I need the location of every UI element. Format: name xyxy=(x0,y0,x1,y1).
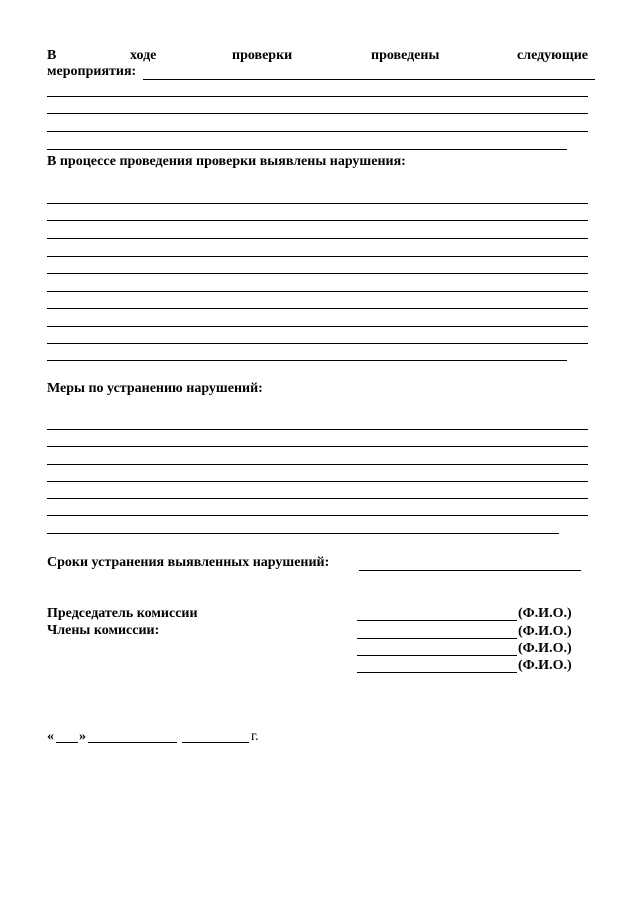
fill-line[interactable] xyxy=(47,220,588,221)
date-day-line[interactable] xyxy=(56,742,78,743)
text-word-5: следующие xyxy=(517,48,588,63)
date-close-quote: » xyxy=(79,729,86,744)
fio-label: (Ф.И.О.) xyxy=(518,624,572,639)
fill-line[interactable] xyxy=(47,291,588,292)
date-year-line[interactable] xyxy=(182,742,249,743)
fill-line[interactable] xyxy=(47,481,588,482)
fill-line[interactable] xyxy=(47,273,588,274)
fill-line[interactable] xyxy=(47,96,588,97)
signature-line[interactable] xyxy=(357,620,517,621)
fill-line[interactable] xyxy=(47,308,588,309)
fill-line[interactable] xyxy=(47,533,559,534)
chair-label: Председатель комиссии xyxy=(47,606,198,621)
text-word-1: В xyxy=(47,48,57,63)
fill-line[interactable] xyxy=(47,149,567,150)
signature-line[interactable] xyxy=(357,672,517,673)
fill-line[interactable] xyxy=(47,326,588,327)
text-word-2: ходе xyxy=(130,48,157,63)
violations-heading: В процессе проведения проверки выявлены нарушения: xyxy=(47,154,406,169)
text-word-4: проведены xyxy=(371,48,440,63)
fio-label: (Ф.И.О.) xyxy=(518,641,572,656)
fill-line[interactable] xyxy=(47,498,588,499)
text-word-3: проверки xyxy=(232,48,293,63)
fill-line[interactable] xyxy=(47,446,588,447)
deadline-label: Сроки устранения выявленных нарушений: xyxy=(47,555,330,570)
members-label: Члены комиссии: xyxy=(47,623,160,638)
fio-label: (Ф.И.О.) xyxy=(518,606,572,621)
remedies-heading: Меры по устранению нарушений: xyxy=(47,381,263,396)
fio-label: (Ф.И.О.) xyxy=(518,658,572,673)
fill-line[interactable] xyxy=(47,238,588,239)
deadline-fill-line[interactable] xyxy=(359,570,581,571)
date-year-suffix: г. xyxy=(251,729,259,744)
fill-line[interactable] xyxy=(47,360,567,361)
measures-label: мероприятия: xyxy=(47,64,137,79)
fill-line[interactable] xyxy=(47,343,588,344)
date-month-line[interactable] xyxy=(88,742,177,743)
fill-line[interactable] xyxy=(47,113,588,114)
date-open-quote: « xyxy=(47,729,54,744)
fill-line[interactable] xyxy=(47,256,588,257)
fill-line[interactable] xyxy=(47,515,588,516)
fill-line[interactable] xyxy=(47,131,588,132)
signature-line[interactable] xyxy=(357,638,517,639)
fill-line[interactable] xyxy=(47,203,588,204)
signature-line[interactable] xyxy=(357,655,517,656)
fill-line[interactable] xyxy=(47,429,588,430)
fill-line[interactable] xyxy=(143,79,595,80)
fill-line[interactable] xyxy=(47,464,588,465)
